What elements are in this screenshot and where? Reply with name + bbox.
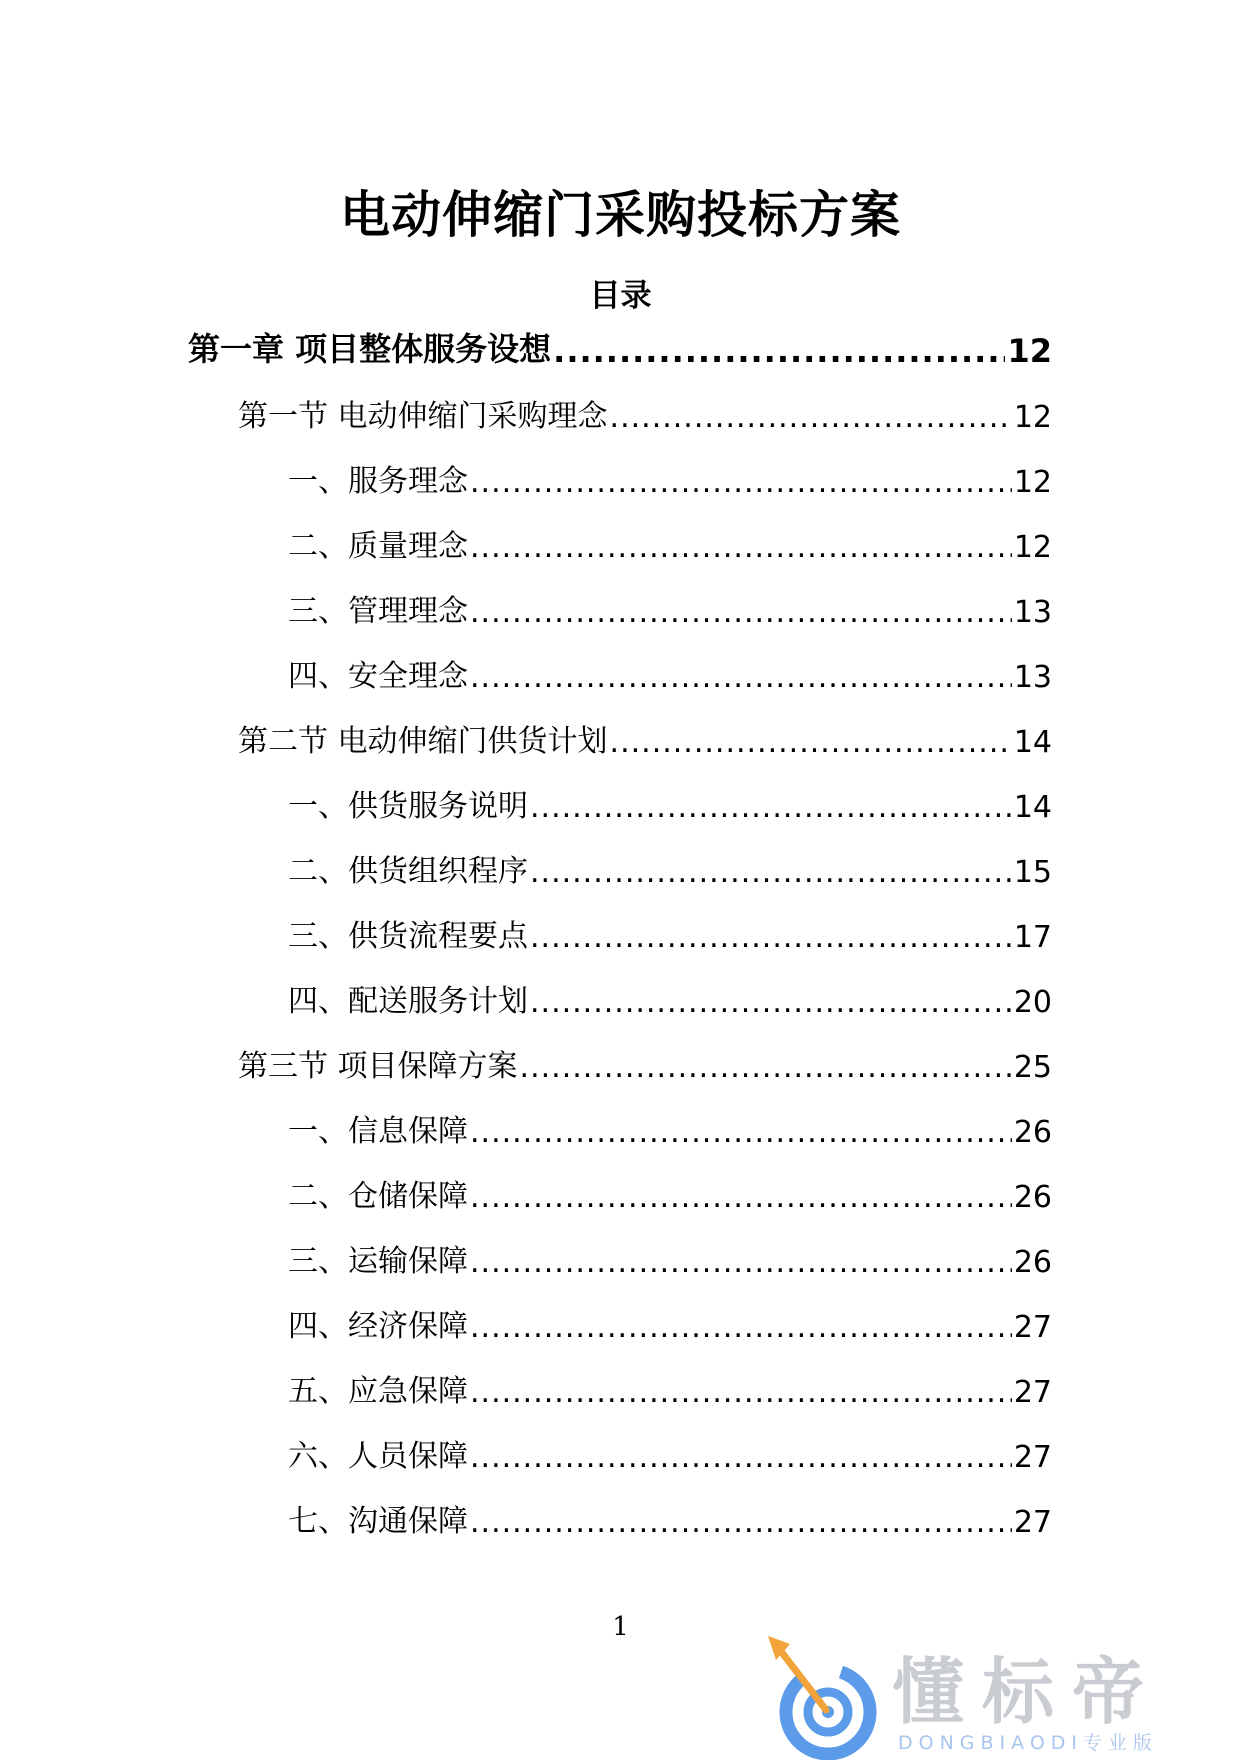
toc-entry[interactable] xyxy=(0,1410,1241,1475)
toc-entry-label: 四、安全理念 xyxy=(288,659,468,694)
toc-entry-page: 12 xyxy=(1007,332,1052,370)
toc-entry-page: 26 xyxy=(1013,1180,1052,1215)
toc-entry-page: 27 xyxy=(1013,1375,1052,1410)
toc-entry-label: 二、仓储保障 xyxy=(288,1179,468,1214)
toc-entry-page: 12 xyxy=(1013,530,1052,565)
toc-entry-label: 四、经济保障 xyxy=(288,1309,468,1344)
toc-entry-label: 三、运输保障 xyxy=(288,1244,468,1279)
toc-entry-label: 四、配送服务计划 xyxy=(288,984,528,1019)
toc-entry-page: 12 xyxy=(1013,400,1052,435)
watermark-subtitle: DONGBIAODI专业版 xyxy=(898,1732,1159,1754)
toc-dot-leader xyxy=(553,332,1005,370)
toc-entry-page: 27 xyxy=(1013,1505,1052,1540)
toc-dot-leader xyxy=(530,985,1012,1020)
toc-entry-page: 20 xyxy=(1013,985,1052,1020)
toc-entry-label: 第一章 项目整体服务设想 xyxy=(188,330,552,368)
toc-entry[interactable] xyxy=(0,825,1241,890)
toc-dot-leader xyxy=(470,1115,1012,1150)
toc-dot-leader xyxy=(470,1375,1012,1410)
toc-entry-page: 14 xyxy=(1013,790,1052,825)
toc-entry[interactable] xyxy=(0,370,1241,435)
toc-entry[interactable] xyxy=(0,760,1241,825)
toc-entry-label: 第三节 项目保障方案 xyxy=(238,1049,518,1084)
toc-entry-page: 13 xyxy=(1013,595,1052,630)
toc-entry-page: 14 xyxy=(1013,725,1052,760)
target-arrow-icon xyxy=(740,1630,890,1760)
toc-dot-leader xyxy=(530,855,1012,890)
toc-entry[interactable] xyxy=(0,1215,1241,1280)
page-number: 1 xyxy=(612,1612,629,1642)
toc-entry-page: 27 xyxy=(1013,1440,1052,1475)
toc-dot-leader xyxy=(470,1310,1012,1345)
toc-entry[interactable] xyxy=(0,1085,1241,1150)
toc-entry[interactable] xyxy=(0,1345,1241,1410)
toc-dot-leader xyxy=(470,465,1012,500)
toc-entry-label: 六、人员保障 xyxy=(288,1439,468,1474)
toc-entry-label: 一、信息保障 xyxy=(288,1114,468,1149)
toc-entry-label: 第二节 电动伸缩门供货计划 xyxy=(238,724,608,759)
toc-dot-leader xyxy=(470,530,1012,565)
watermark-name: 懂标帝 xyxy=(892,1650,1163,1734)
toc-entry[interactable] xyxy=(0,500,1241,565)
toc-dot-leader xyxy=(470,1505,1012,1540)
toc-dot-leader xyxy=(470,595,1012,630)
document-title: 电动伸缩门采购投标方案 xyxy=(340,186,901,244)
toc-entry-label: 五、应急保障 xyxy=(288,1374,468,1409)
toc-entry-label: 二、供货组织程序 xyxy=(288,854,528,889)
toc-dot-leader xyxy=(530,920,1012,955)
toc-entry[interactable] xyxy=(0,565,1241,630)
toc-entry-page: 12 xyxy=(1013,465,1052,500)
toc-entry-page: 15 xyxy=(1013,855,1052,890)
toc-entry-label: 三、管理理念 xyxy=(288,594,468,629)
toc-entry-page: 26 xyxy=(1013,1115,1052,1150)
toc-entry-label: 二、质量理念 xyxy=(288,529,468,564)
toc-entry[interactable] xyxy=(0,955,1241,1020)
toc-dot-leader xyxy=(470,1245,1012,1280)
toc-dot-leader xyxy=(470,660,1012,695)
toc-entry[interactable] xyxy=(0,435,1241,500)
toc-entry[interactable] xyxy=(0,1020,1241,1085)
toc-entry-page: 17 xyxy=(1013,920,1052,955)
toc-entry-page: 26 xyxy=(1013,1245,1052,1280)
toc-entry[interactable] xyxy=(0,630,1241,695)
table-of-contents xyxy=(0,325,1241,1540)
toc-entry[interactable] xyxy=(0,1150,1241,1215)
toc-entry[interactable] xyxy=(0,890,1241,955)
toc-entry[interactable] xyxy=(0,325,1241,370)
toc-entry-page: 25 xyxy=(1013,1050,1052,1085)
toc-heading: 目录 xyxy=(589,278,652,314)
toc-dot-leader xyxy=(610,400,1012,435)
toc-entry-page: 13 xyxy=(1013,660,1052,695)
toc-dot-leader xyxy=(610,725,1012,760)
toc-entry-label: 三、供货流程要点 xyxy=(288,919,528,954)
toc-entry[interactable] xyxy=(0,1475,1241,1540)
toc-entry-label: 第一节 电动伸缩门采购理念 xyxy=(238,399,608,434)
toc-entry-page: 27 xyxy=(1013,1310,1052,1345)
toc-entry-label: 一、供货服务说明 xyxy=(288,789,528,824)
toc-entry-label: 一、服务理念 xyxy=(288,464,468,499)
toc-dot-leader xyxy=(470,1440,1012,1475)
watermark-logo xyxy=(740,1630,1230,1754)
toc-entry[interactable] xyxy=(0,1280,1241,1345)
toc-dot-leader xyxy=(470,1180,1012,1215)
toc-entry-label: 七、沟通保障 xyxy=(288,1504,468,1539)
toc-dot-leader xyxy=(530,790,1012,825)
toc-dot-leader xyxy=(520,1050,1012,1085)
toc-entry[interactable] xyxy=(0,695,1241,760)
